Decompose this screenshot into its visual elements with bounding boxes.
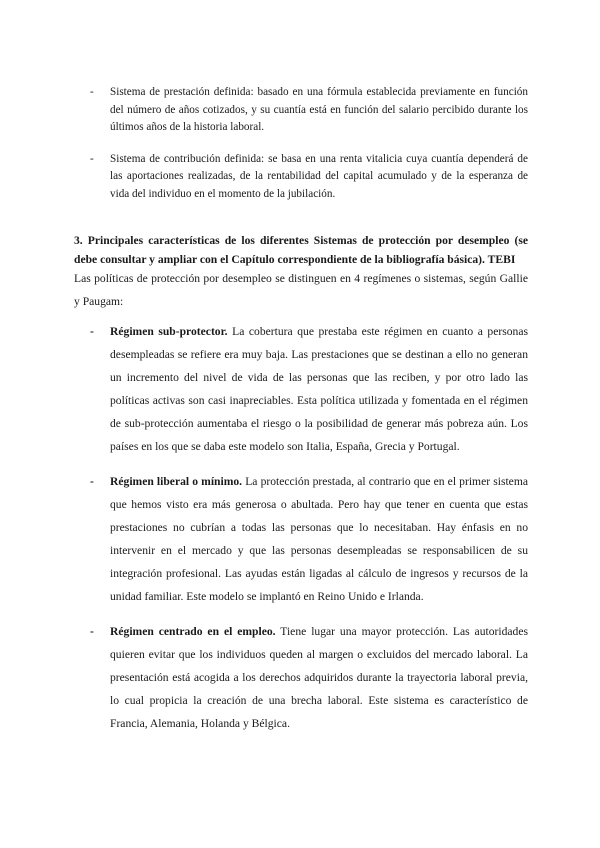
regime-description: La cobertura que prestaba este régimen en cuanto a personas desempleadas se refiere era muy baja. Las prestaciones que se destinan a ello no generan un incremento del nivel de vida de las personas que las reciben, y por otro lado las políticas activas son casi inapreciables. Esta política utilizada y fomentada en el régimen de sub-protección aumentaba el riesgo o la posibilidad de generar más pobreza aún. Los países en los que se daba este modelo son Italia, España, Grecia y Portugal. (110, 325, 528, 453)
list-item-text: Sistema de prestación definida: basado en una fórmula establecida previamente en función del número de años cotizados, y su cuantía está en función del salario percibido durante los últimos años de la historia laboral. (110, 86, 528, 133)
regime-description: Tiene lugar una mayor protección. Las autoridades quieren evitar que los individuos queden al margen o excluidos del mercado laboral. La presentación está acogida a los derechos adquiridos durante la trayectoria laboral previa, lo cual propicia la creación de una brecha laboral. Este sistema es característico de Francia, Alemania, Holanda y Bélgica. (110, 625, 529, 730)
list-dash: - (90, 86, 94, 98)
section-intro: Las políticas de protección por desempleo se distinguen en 4 regímenes o sistemas, según Gallie y Paugam: (74, 272, 528, 308)
list-dash: - (90, 625, 94, 638)
regime-title: Régimen liberal o mínimo. (110, 475, 243, 488)
list-dash: - (90, 325, 94, 338)
list-item (86, 151, 528, 204)
list-item (86, 620, 528, 735)
regime-title: Régimen sub-protector. (110, 325, 228, 338)
list-item-text: Sistema de contribución definida: se basa en una renta vitalicia cuya cuantía dependerá de las aportaciones realizadas, de la rentabilidad del capital acumulado y de la esperanza de vida del individuo en el momento de la jubilación. (110, 152, 528, 200)
list-dash: - (90, 152, 94, 165)
list-item (86, 84, 528, 137)
list-item (86, 320, 528, 458)
list-dash: - (90, 475, 94, 488)
regime-title: Régimen centrado en el empleo. (110, 625, 276, 638)
list-item (86, 470, 528, 608)
regime-description: La protección prestada, al contrario que en el primer sistema que hemos visto era más generosa o abultada. Pero hay que tener en cuenta que estas prestaciones no cubrían a todas las personas que lo necesitaban. Hay énfasis en no intervenir en el mercado y que las personas desempleadas se responsabilicen de su integración profesional. Las ayudas están ligadas al cálculo de ingresos y recursos de la unidad familiar. Este modelo se implantó en Reino Unido e Irlanda. (110, 475, 528, 603)
section-heading: 3. Principales características de los diferentes Sistemas de protección por desempleo (se debe consultar y ampliar con el Capítulo correspondiente de la bibliografía básica). TEBI (74, 234, 528, 266)
unemployment-regimes-list (86, 320, 528, 735)
pension-systems-list (86, 84, 528, 203)
